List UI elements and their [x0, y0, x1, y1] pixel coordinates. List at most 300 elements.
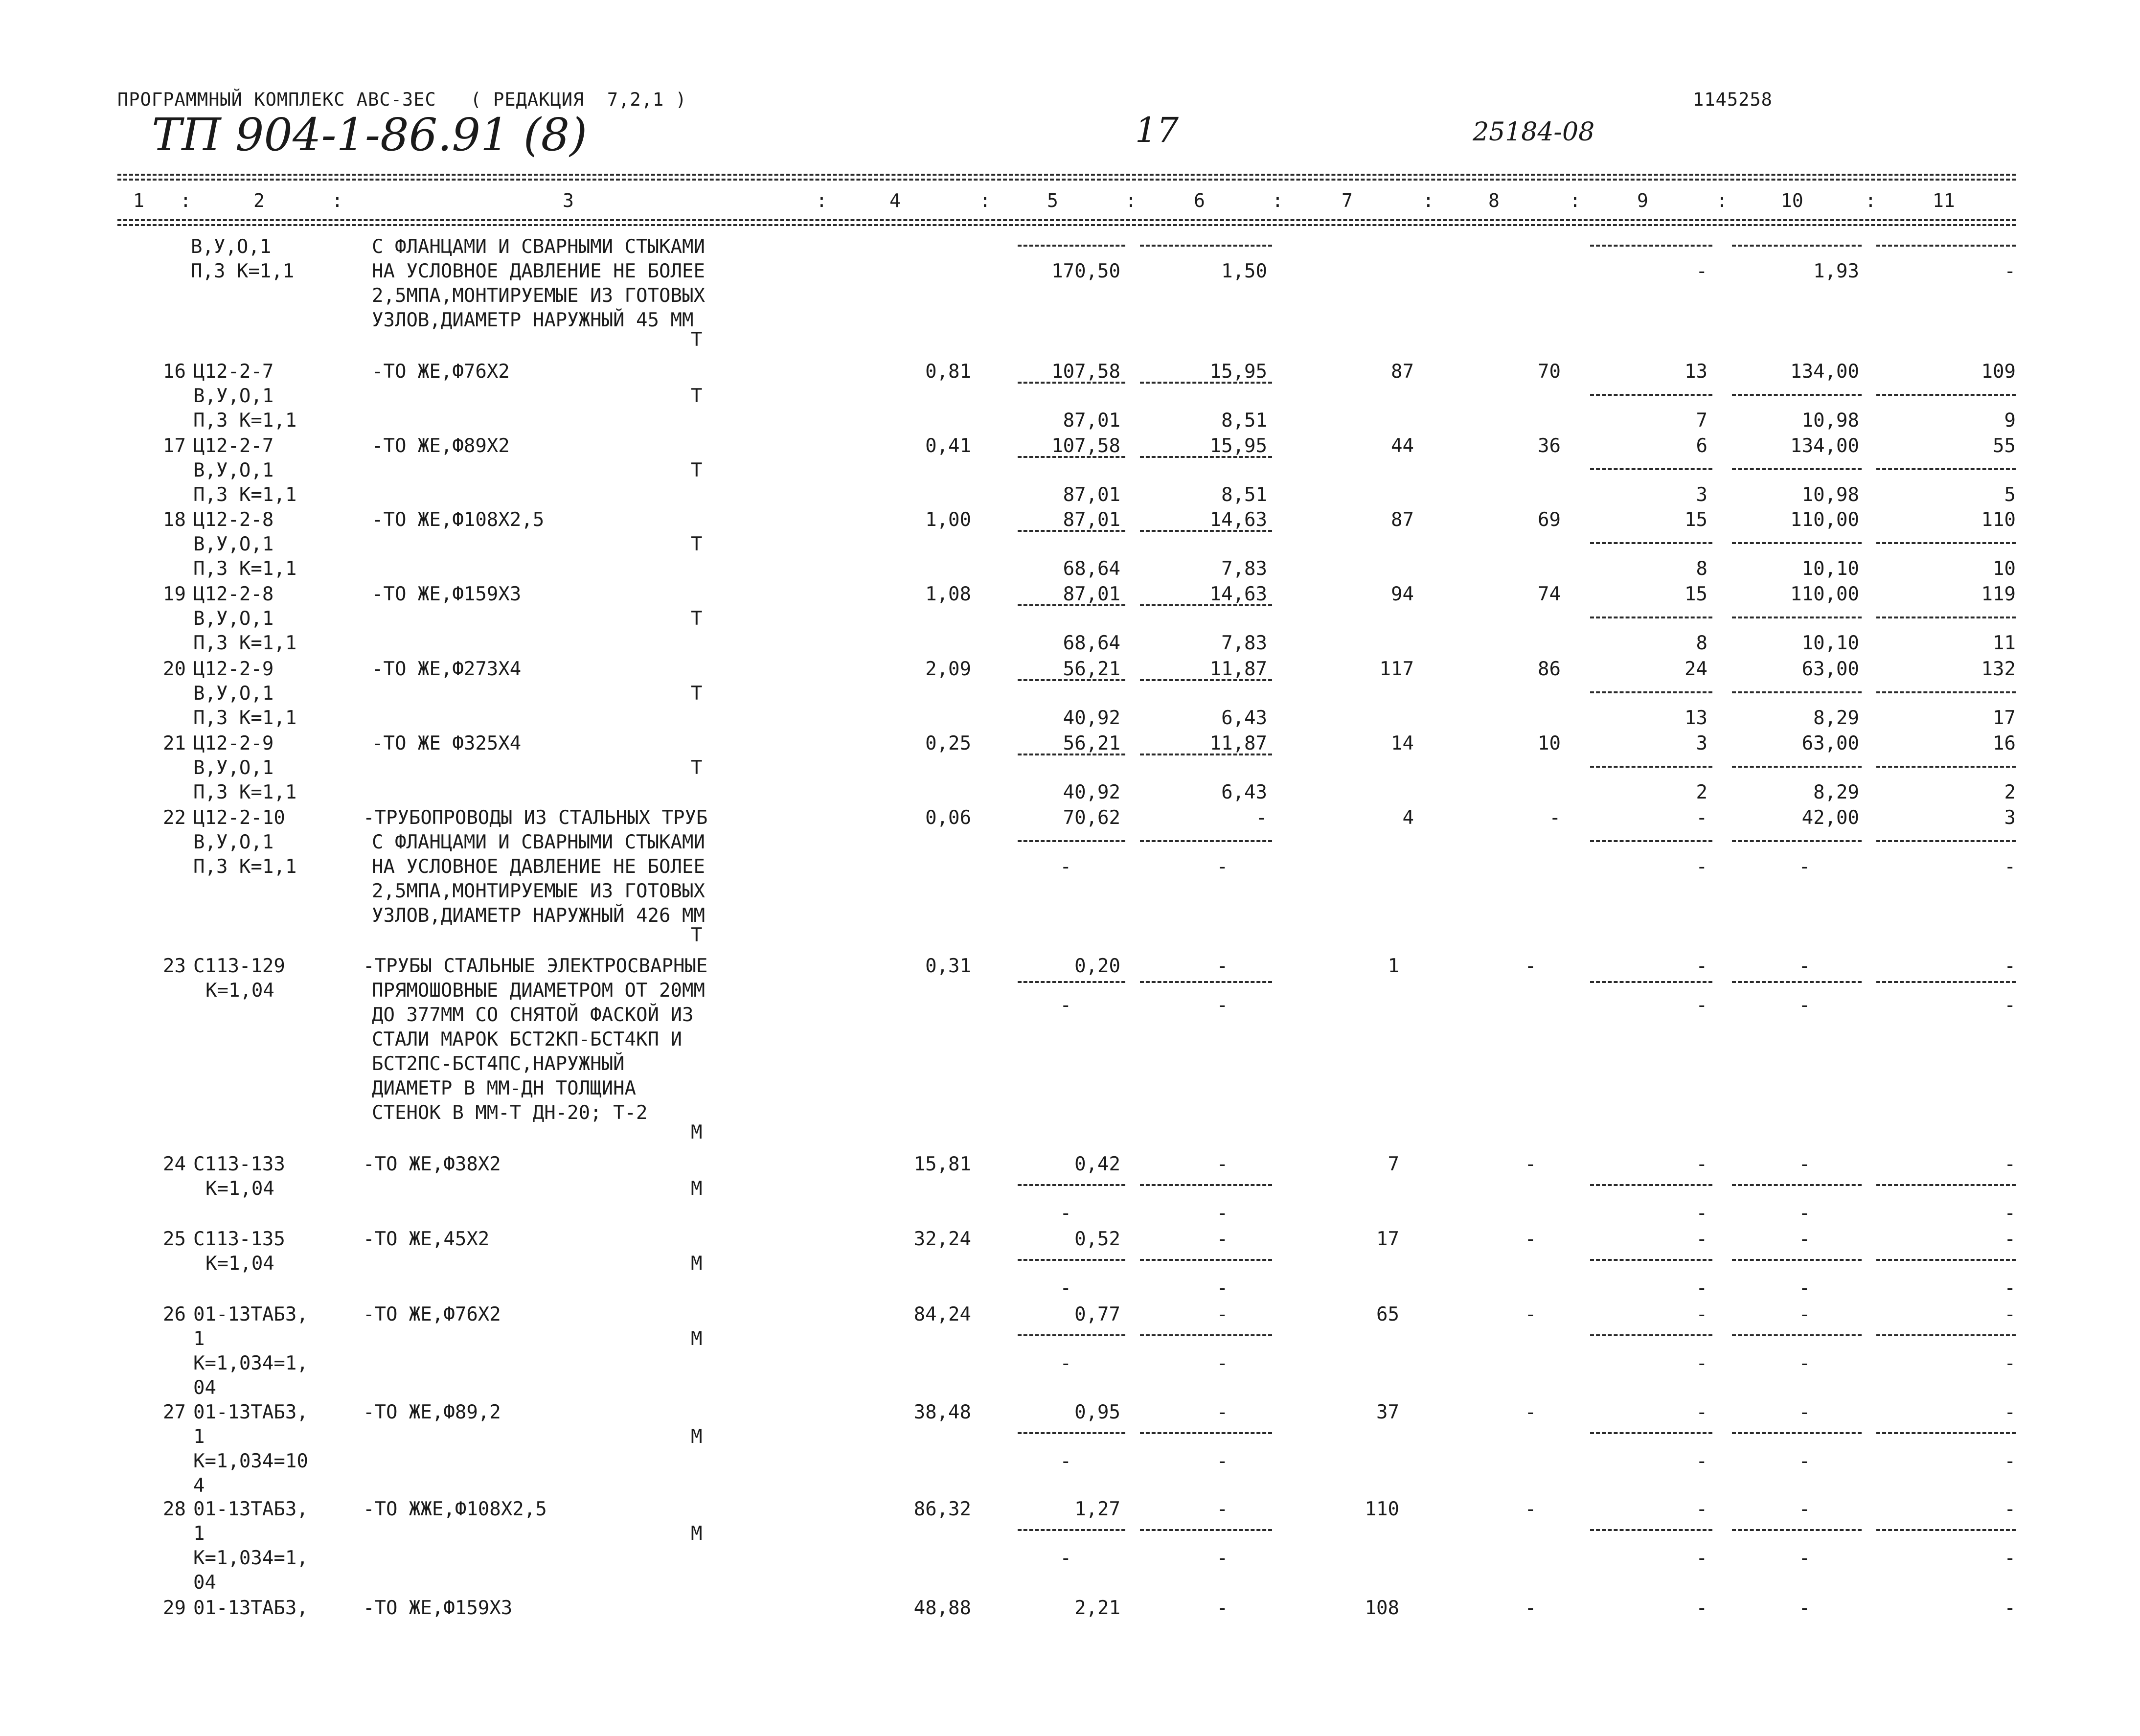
cell-col11: -	[2004, 1401, 2016, 1423]
column-separator: :	[1570, 190, 1581, 211]
cell-col10: 63,00	[1801, 732, 1859, 754]
cell-description: -ТО ЖЕ,Ф76Х2	[372, 361, 510, 383]
cell-code: В,У,О,1	[191, 236, 272, 258]
cell-col8: 69	[1538, 509, 1561, 531]
cell-description: УЗЛОВ,ДИАМЕТР НАРУЖНЫЙ 426 ММ	[372, 905, 705, 927]
cell-col6: -	[1216, 1228, 1228, 1250]
value-underline	[1140, 604, 1272, 606]
cell-description: С ФЛАНЦАМИ И СВАРНЫМИ СТЫКАМИ	[372, 831, 705, 853]
value-underline	[1732, 245, 1862, 247]
cell-code: 1	[193, 1426, 205, 1448]
value-underline	[1590, 691, 1712, 693]
cell-col6: -	[1216, 1303, 1228, 1325]
value-underline	[1018, 1334, 1125, 1336]
cell-col10: -	[1799, 1597, 1810, 1619]
value-underline	[1140, 1334, 1272, 1336]
cell-row-number: 21	[163, 732, 186, 754]
cell-col10-lower: -	[1799, 1277, 1810, 1299]
cell-col7: 4	[1402, 807, 1414, 829]
cell-col9: 13	[1685, 361, 1707, 383]
value-underline	[1732, 394, 1862, 396]
cell-col8: 36	[1538, 435, 1561, 457]
value-underline	[1732, 1432, 1862, 1434]
cell-col4: 48,88	[913, 1597, 971, 1619]
cell-col10: -	[1799, 1303, 1810, 1325]
cell-col4: 84,24	[913, 1303, 971, 1325]
value-underline	[1732, 1529, 1862, 1531]
value-underline	[1018, 1184, 1125, 1186]
value-underline	[1590, 542, 1712, 544]
header-bottom-rule	[117, 219, 2016, 221]
cell-col5: 87,01	[1063, 509, 1120, 531]
value-underline	[1732, 1184, 1862, 1186]
cell-unit: М	[691, 1178, 703, 1200]
cell-code: П,3 К=1,1	[191, 260, 295, 282]
cell-col11-lower: -	[2004, 1352, 2016, 1374]
column-header-6: 6	[1194, 190, 1205, 211]
cell-col6-lower: 6,43	[1221, 707, 1267, 729]
cell-col6-lower: -	[1216, 856, 1228, 878]
cell-col10-lower: 10,10	[1801, 558, 1859, 580]
cell-col5: 0,95	[1074, 1401, 1120, 1423]
header-top-rule-2	[117, 179, 2016, 181]
cell-col5-lower: -	[1060, 1547, 1071, 1569]
value-underline	[1590, 394, 1712, 396]
cell-col11-lower: 2	[2004, 781, 2016, 803]
cell-col6: 14,63	[1209, 583, 1267, 605]
cell-col10-lower: -	[1799, 1202, 1810, 1224]
cell-col10-lower: 1,93	[1813, 260, 1859, 282]
cell-description: -ТО ЖЕ,45Х2	[363, 1228, 490, 1250]
cell-code: Ц12-2-10	[193, 807, 285, 829]
cell-col7: 108	[1365, 1597, 1399, 1619]
column-header-9: 9	[1637, 190, 1648, 211]
cell-code: К=1,034=10	[193, 1450, 308, 1472]
cell-description: -ТО ЖЕ,Ф89Х2	[372, 435, 510, 457]
cell-col9-lower: -	[1696, 1277, 1707, 1299]
value-underline	[1732, 542, 1862, 544]
value-underline	[1018, 981, 1125, 983]
value-underline	[1018, 840, 1125, 842]
column-separator: :	[816, 190, 827, 211]
cell-col6: 14,63	[1209, 509, 1267, 531]
cell-col5-lower: 87,01	[1063, 484, 1120, 506]
cell-code: 01-13ТАБ3,	[193, 1597, 308, 1619]
value-underline	[1590, 617, 1712, 618]
cell-col10-lower: 10,10	[1801, 632, 1859, 654]
cell-row-number: 26	[163, 1303, 186, 1325]
cell-col4: 15,81	[913, 1153, 971, 1175]
value-underline	[1732, 617, 1862, 618]
cell-code: С113-129	[193, 955, 285, 977]
cell-description: -ТРУБОПРОВОДЫ ИЗ СТАЛЬНЫХ ТРУБ	[363, 807, 708, 829]
cell-col11-lower: 17	[1993, 707, 2016, 729]
cell-code: Ц12-2-8	[193, 509, 274, 531]
cell-code: П,3 К=1,1	[193, 781, 297, 803]
value-underline	[1140, 245, 1272, 247]
value-underline	[1590, 766, 1712, 768]
cell-col9: -	[1696, 1153, 1707, 1175]
cell-col6-lower: 8,51	[1221, 484, 1267, 506]
cell-col4: 2,09	[925, 658, 971, 680]
cell-code: К=1,034=1,	[193, 1352, 308, 1374]
cell-col8: -	[1525, 1498, 1536, 1520]
cell-unit: Т	[691, 757, 703, 779]
cell-col6-lower: -	[1216, 1352, 1228, 1374]
cell-col4: 38,48	[913, 1401, 971, 1423]
column-separator: :	[1865, 190, 1876, 211]
value-underline	[1732, 468, 1862, 470]
cell-col11: -	[2004, 1498, 2016, 1520]
value-underline	[1590, 1184, 1712, 1186]
cell-col5-lower: 40,92	[1063, 781, 1120, 803]
value-underline	[1876, 840, 2016, 842]
cell-col9-lower: -	[1696, 260, 1707, 282]
cell-unit: М	[691, 1523, 703, 1545]
column-header-7: 7	[1342, 190, 1353, 211]
cell-code: П,3 К=1,1	[193, 632, 297, 654]
cell-col9: 15	[1685, 583, 1707, 605]
cell-col8: -	[1549, 807, 1561, 829]
cell-col9: -	[1696, 807, 1707, 829]
cell-unit: Т	[691, 329, 703, 351]
value-underline	[1876, 1529, 2016, 1531]
cell-col8: -	[1525, 1401, 1536, 1423]
cell-row-number: 25	[163, 1228, 186, 1250]
cell-unit: Т	[691, 608, 703, 630]
cell-description: НА УСЛОВНОЕ ДАВЛЕНИЕ НЕ БОЛЕЕ	[372, 260, 705, 282]
cell-description: СТАЛИ МАРОК БСТ2КП-БСТ4КП И	[372, 1028, 682, 1051]
cell-col6-lower: -	[1216, 1547, 1228, 1569]
cell-col6-lower: 8,51	[1221, 410, 1267, 432]
handwritten-code: 25184-08	[1473, 117, 1595, 147]
cell-code: Ц12-2-9	[193, 732, 274, 754]
value-underline	[1140, 456, 1272, 458]
cell-col4: 0,25	[925, 732, 971, 754]
cell-col10-lower: 8,29	[1813, 781, 1859, 803]
cell-col4: 0,41	[925, 435, 971, 457]
cell-col5: 56,21	[1063, 658, 1120, 680]
cell-code: 04	[193, 1572, 216, 1594]
cell-col11: -	[2004, 1153, 2016, 1175]
column-header-5: 5	[1047, 190, 1058, 211]
cell-code: В,У,О,1	[193, 533, 274, 555]
cell-col11: 119	[1981, 583, 2016, 605]
cell-col5: 1,27	[1074, 1498, 1120, 1520]
cell-col9: -	[1696, 955, 1707, 977]
cell-col6: -	[1216, 1153, 1228, 1175]
cell-col11: -	[2004, 1597, 2016, 1619]
cell-col11-lower: -	[2004, 1547, 2016, 1569]
cell-col5-lower: 40,92	[1063, 707, 1120, 729]
cell-col6: -	[1216, 1597, 1228, 1619]
value-underline	[1018, 1259, 1125, 1261]
cell-col9: -	[1696, 1597, 1707, 1619]
cell-description: -ТО ЖЕ Ф325Х4	[372, 732, 522, 754]
cell-col5: 2,21	[1074, 1597, 1120, 1619]
cell-col6-lower: -	[1216, 994, 1228, 1016]
cell-code: Ц12-2-8	[193, 583, 274, 605]
cell-col5: 107,58	[1051, 361, 1120, 383]
cell-code: В,У,О,1	[193, 385, 274, 407]
cell-code: П,3 К=1,1	[193, 410, 297, 432]
cell-col11: 55	[1993, 435, 2016, 457]
cell-col6-lower: 7,83	[1221, 558, 1267, 580]
column-header-1: 1	[133, 190, 144, 211]
cell-description: -ТРУБЫ СТАЛЬНЫЕ ЭЛЕКТРОСВАРНЫЕ	[363, 955, 708, 977]
cell-col7: 7	[1388, 1153, 1399, 1175]
column-separator: :	[1125, 190, 1137, 211]
cell-col9-lower: -	[1696, 1547, 1707, 1569]
cell-col5-lower: 68,64	[1063, 558, 1120, 580]
cell-col10: -	[1799, 1228, 1810, 1250]
value-underline	[1876, 468, 2016, 470]
column-header-3: 3	[563, 190, 574, 211]
cell-col4: 32,24	[913, 1228, 971, 1250]
cell-description: -ТО ЖЕ,Ф38Х2	[363, 1153, 501, 1175]
cell-code: Ц12-2-7	[193, 361, 274, 383]
cell-col8: -	[1525, 1153, 1536, 1175]
cell-col7: 17	[1376, 1228, 1399, 1250]
cell-description: ПРЯМОШОВНЫЕ ДИАМЕТРОМ ОТ 20ММ	[372, 980, 705, 1002]
cell-unit: М	[691, 1426, 703, 1448]
cell-col11-lower: -	[2004, 260, 2016, 282]
cell-col9-lower: -	[1696, 1202, 1707, 1224]
cell-code: К=1,034=1,	[193, 1547, 308, 1569]
cell-col8: -	[1525, 955, 1536, 977]
cell-col6-lower: 6,43	[1221, 781, 1267, 803]
value-underline	[1590, 1432, 1712, 1434]
cell-code: Ц12-2-9	[193, 658, 274, 680]
column-header-2: 2	[253, 190, 265, 211]
value-underline	[1876, 394, 2016, 396]
cell-code: 1	[193, 1328, 205, 1350]
cell-col11: 3	[2004, 807, 2016, 829]
cell-row-number: 27	[163, 1401, 186, 1423]
cell-col7: 87	[1391, 361, 1414, 383]
cell-col9: 24	[1685, 658, 1707, 680]
document-number: 1145258	[1693, 89, 1773, 110]
value-underline	[1140, 1432, 1272, 1434]
value-underline	[1732, 981, 1862, 983]
cell-code: Ц12-2-7	[193, 435, 274, 457]
cell-col5-lower: 68,64	[1063, 632, 1120, 654]
cell-col10-lower: 10,98	[1801, 484, 1859, 506]
cell-code: 04	[193, 1377, 216, 1399]
value-underline	[1018, 245, 1125, 247]
cell-col7: 14	[1391, 732, 1414, 754]
header-bottom-rule-2	[117, 224, 2016, 226]
cell-col10: 134,00	[1790, 435, 1859, 457]
cell-col11-lower: -	[2004, 856, 2016, 878]
value-underline	[1590, 468, 1712, 470]
cell-col5: 87,01	[1063, 583, 1120, 605]
cell-col8: 86	[1538, 658, 1561, 680]
cell-code: К=1,04	[205, 1253, 274, 1275]
cell-col7: 110	[1365, 1498, 1399, 1520]
value-underline	[1732, 766, 1862, 768]
value-underline	[1140, 382, 1272, 384]
cell-col10-lower: -	[1799, 994, 1810, 1016]
cell-col6-lower: 7,83	[1221, 632, 1267, 654]
cell-col11-lower: 5	[2004, 484, 2016, 506]
cell-col5-lower: -	[1060, 856, 1071, 878]
cell-row-number: 28	[163, 1498, 186, 1520]
cell-col7: 37	[1376, 1401, 1399, 1423]
column-separator: :	[332, 190, 343, 211]
cell-col9-lower: -	[1696, 856, 1707, 878]
cell-col9-lower: -	[1696, 1352, 1707, 1374]
cell-col6-lower: -	[1216, 1450, 1228, 1472]
value-underline	[1140, 1529, 1272, 1531]
cell-col7: 65	[1376, 1303, 1399, 1325]
cell-unit: Т	[691, 385, 703, 407]
cell-col5: 0,77	[1074, 1303, 1120, 1325]
cell-col11-lower: -	[2004, 1202, 2016, 1224]
cell-description: БСТ2ПС-БСТ4ПС,НАРУЖНЫЙ	[372, 1053, 625, 1075]
cell-col9-lower: -	[1696, 994, 1707, 1016]
cell-col6: 15,95	[1209, 435, 1267, 457]
value-underline	[1018, 1529, 1125, 1531]
cell-col5-lower: -	[1060, 994, 1071, 1016]
cell-unit: М	[691, 1121, 703, 1143]
cell-col11: -	[2004, 1303, 2016, 1325]
cell-description: -ТО ЖЕ,Ф108Х2,5	[372, 509, 545, 531]
cell-col5: 0,52	[1074, 1228, 1120, 1250]
value-underline	[1140, 981, 1272, 983]
cell-col4: 1,00	[925, 509, 971, 531]
value-underline	[1876, 1334, 2016, 1336]
cell-unit: Т	[691, 533, 703, 555]
value-underline	[1590, 1529, 1712, 1531]
cell-code: 1	[193, 1523, 205, 1545]
cell-unit: Т	[691, 683, 703, 705]
column-header-10: 10	[1781, 190, 1803, 211]
cell-col5: 0,42	[1074, 1153, 1120, 1175]
cell-description: -ТО ЖЖЕ,Ф108Х2,5	[363, 1498, 547, 1520]
cell-col8: -	[1525, 1597, 1536, 1619]
cell-col10-lower: -	[1799, 1547, 1810, 1569]
cell-col5: 0,20	[1074, 955, 1120, 977]
cell-col11-lower: -	[2004, 1277, 2016, 1299]
value-underline	[1018, 679, 1125, 681]
value-underline	[1590, 981, 1712, 983]
cell-row-number: 22	[163, 807, 186, 829]
cell-row-number: 23	[163, 955, 186, 977]
value-underline	[1140, 754, 1272, 755]
cell-col8: -	[1525, 1303, 1536, 1325]
cell-unit: М	[691, 1328, 703, 1350]
cell-col9-lower: 8	[1696, 558, 1707, 580]
value-underline	[1590, 245, 1712, 247]
cell-col9-lower: 8	[1696, 632, 1707, 654]
cell-code: П,3 К=1,1	[193, 856, 297, 878]
cell-col11: 132	[1981, 658, 2016, 680]
value-underline	[1590, 840, 1712, 842]
cell-row-number: 16	[163, 361, 186, 383]
value-underline	[1018, 530, 1125, 532]
cell-col7: 1	[1388, 955, 1399, 977]
cell-col10: -	[1799, 1498, 1810, 1520]
cell-col9: -	[1696, 1401, 1707, 1423]
cell-col11-lower: -	[2004, 1450, 2016, 1472]
cell-col11-lower: 9	[2004, 410, 2016, 432]
cell-col10: -	[1799, 1153, 1810, 1175]
cell-unit: М	[691, 1253, 703, 1275]
cell-description: -ТО ЖЕ,Ф159Х3	[363, 1597, 513, 1619]
cell-col8: 10	[1538, 732, 1561, 754]
value-underline	[1140, 1259, 1272, 1261]
handwritten-page-number: 17	[1135, 110, 1179, 150]
cell-col10: -	[1799, 1401, 1810, 1423]
cell-code: В,У,О,1	[193, 683, 274, 705]
cell-row-number: 17	[163, 435, 186, 457]
cell-col11: 16	[1993, 732, 2016, 754]
value-underline	[1876, 981, 2016, 983]
value-underline	[1732, 840, 1862, 842]
value-underline	[1876, 245, 2016, 247]
value-underline	[1590, 1259, 1712, 1261]
cell-col11-lower: 11	[1993, 632, 2016, 654]
cell-col9: 6	[1696, 435, 1707, 457]
cell-col9-lower: 7	[1696, 410, 1707, 432]
value-underline	[1732, 1334, 1862, 1336]
cell-col11-lower: -	[2004, 994, 2016, 1016]
value-underline	[1140, 530, 1272, 532]
cell-row-number: 18	[163, 509, 186, 531]
cell-col6-lower: -	[1216, 1202, 1228, 1224]
cell-col9-lower: 13	[1685, 707, 1707, 729]
cell-description: -ТО ЖЕ,Ф159Х3	[372, 583, 522, 605]
value-underline	[1876, 1432, 2016, 1434]
value-underline	[1140, 840, 1272, 842]
cell-col5: 107,58	[1051, 435, 1120, 457]
cell-code: П,3 К=1,1	[193, 558, 297, 580]
cell-col6-lower: 1,50	[1221, 260, 1267, 282]
cell-col4: 86,32	[913, 1498, 971, 1520]
cell-col6: -	[1216, 1401, 1228, 1423]
cell-description: С ФЛАНЦАМИ И СВАРНЫМИ СТЫКАМИ	[372, 236, 705, 258]
cell-col4: 0,06	[925, 807, 971, 829]
cell-col10-lower: -	[1799, 1450, 1810, 1472]
cell-col8: 70	[1538, 361, 1561, 383]
cell-description: НА УСЛОВНОЕ ДАВЛЕНИЕ НЕ БОЛЕЕ	[372, 856, 705, 878]
cell-col11: -	[2004, 955, 2016, 977]
cell-col10-lower: -	[1799, 1352, 1810, 1374]
cell-code: В,У,О,1	[193, 757, 274, 779]
cell-col11: 109	[1981, 361, 2016, 383]
cell-col8: -	[1525, 1228, 1536, 1250]
cell-col5-lower: -	[1060, 1450, 1071, 1472]
value-underline	[1876, 691, 2016, 693]
cell-description: ДИАМЕТР В ММ-ДН ТОЛЩИНА	[372, 1077, 637, 1099]
value-underline	[1018, 382, 1125, 384]
cell-col7: 94	[1391, 583, 1414, 605]
cell-col4: 1,08	[925, 583, 971, 605]
cell-col9-lower: 3	[1696, 484, 1707, 506]
cell-col10: 134,00	[1790, 361, 1859, 383]
cell-description: ДО 377ММ СО СНЯТОЙ ФАСКОЙ ИЗ	[372, 1004, 694, 1026]
cell-col7: 117	[1379, 658, 1414, 680]
cell-row-number: 24	[163, 1153, 186, 1175]
cell-description: 2,5МПА,МОНТИРУЕМЫЕ ИЗ ГОТОВЫХ	[372, 880, 705, 902]
cell-row-number: 20	[163, 658, 186, 680]
cell-code: В,У,О,1	[193, 459, 274, 481]
cell-col6-lower: -	[1216, 1277, 1228, 1299]
value-underline	[1018, 1432, 1125, 1434]
cell-col6: -	[1216, 1498, 1228, 1520]
cell-col10: 42,00	[1801, 807, 1859, 829]
